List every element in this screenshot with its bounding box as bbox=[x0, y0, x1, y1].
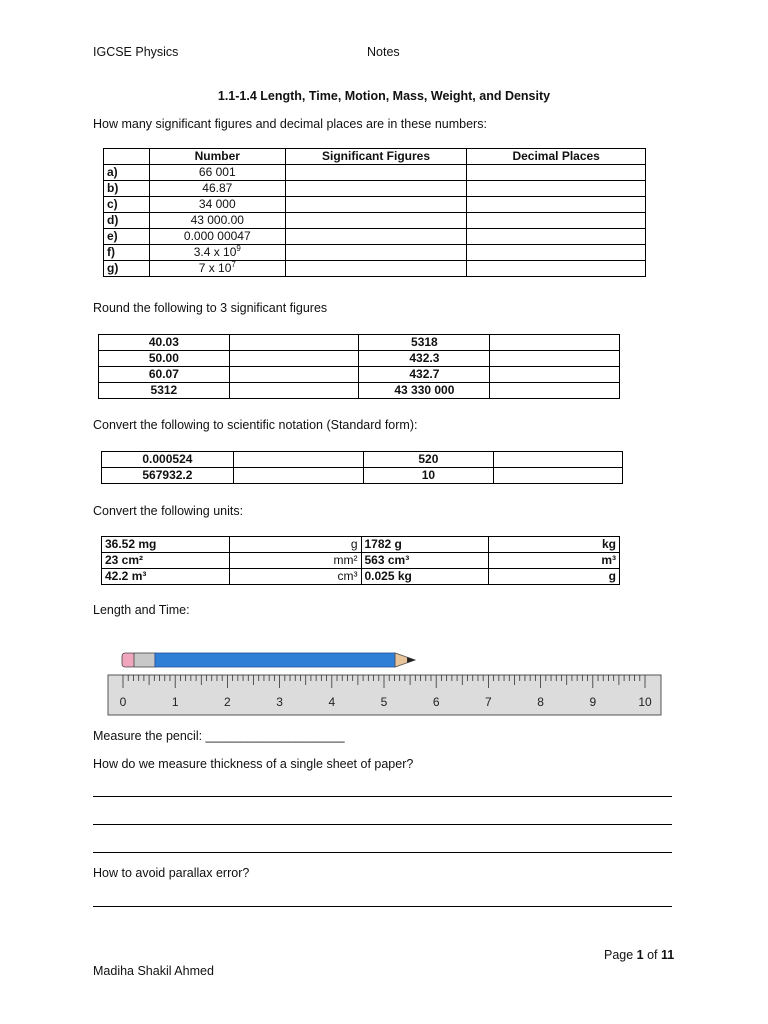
ruler-label: 8 bbox=[537, 695, 544, 709]
units-prompt: Convert the following units: bbox=[93, 504, 244, 518]
sigfig-table bbox=[103, 148, 646, 277]
round-value: 432.3 bbox=[359, 351, 490, 367]
sigfig-row bbox=[104, 197, 646, 213]
round-answer[interactable] bbox=[490, 383, 620, 399]
answer-line-1[interactable] bbox=[93, 796, 672, 797]
ruler-label: 7 bbox=[485, 695, 492, 709]
sigfig-row bbox=[104, 181, 646, 197]
decimal-answer[interactable] bbox=[467, 213, 646, 229]
round-value: 40.03 bbox=[99, 335, 230, 351]
sigfig-answer[interactable] bbox=[285, 181, 467, 197]
sci-answer[interactable] bbox=[233, 452, 363, 468]
round-answer[interactable] bbox=[229, 367, 359, 383]
sigfig-answer[interactable] bbox=[285, 229, 467, 245]
sigfig-row bbox=[104, 213, 646, 229]
units-row bbox=[102, 537, 620, 553]
sigfig-header-blank bbox=[104, 149, 150, 165]
round-prompt: Round the following to 3 significant figures bbox=[93, 301, 328, 315]
units-from: 0.025 kg bbox=[361, 569, 489, 585]
units-from: 1782 g bbox=[361, 537, 489, 553]
sigfig-answer[interactable] bbox=[285, 245, 467, 261]
ruler-label: 3 bbox=[276, 695, 283, 709]
units-target[interactable]: cm³ bbox=[229, 569, 361, 585]
answer-line-3[interactable] bbox=[93, 852, 672, 853]
ruler-label: 2 bbox=[224, 695, 231, 709]
sigfig-label: d) bbox=[104, 213, 150, 229]
sigfig-row bbox=[104, 245, 646, 261]
sci-value: 520 bbox=[363, 452, 494, 468]
round-answer[interactable] bbox=[490, 335, 620, 351]
page-total: 11 bbox=[661, 948, 675, 962]
round-answer[interactable] bbox=[229, 383, 359, 399]
round-answer[interactable] bbox=[490, 367, 620, 383]
decimal-answer[interactable] bbox=[467, 261, 646, 277]
sigfig-number: 43 000.00 bbox=[149, 213, 285, 229]
decimal-answer[interactable] bbox=[467, 229, 646, 245]
sci-value: 10 bbox=[363, 468, 494, 484]
pencil-body bbox=[155, 653, 395, 667]
sigfig-number: 3.4 x $10^9$ bbox=[149, 245, 285, 261]
sci-value: 567932.2 bbox=[102, 468, 234, 484]
sigfig-answer[interactable] bbox=[285, 213, 467, 229]
page-current: 1 bbox=[636, 948, 644, 962]
ruler-label: 6 bbox=[432, 695, 440, 709]
answer-line-4[interactable] bbox=[93, 906, 672, 907]
ruler-label: 4 bbox=[328, 695, 336, 709]
sci-prompt: Convert the following to scientific notation (Standard form): bbox=[93, 418, 418, 432]
pencil-ferrule bbox=[134, 653, 155, 667]
round-table bbox=[98, 334, 620, 399]
sigfig-answer[interactable] bbox=[285, 261, 467, 277]
units-target[interactable]: g bbox=[489, 569, 620, 585]
units-table bbox=[101, 536, 620, 585]
round-answer[interactable] bbox=[229, 335, 359, 351]
header-center: Notes bbox=[367, 45, 400, 59]
page-title: 1.1-1.4 Length, Time, Motion, Mass, Weight, and Density bbox=[217, 89, 551, 103]
round-value: 5318 bbox=[359, 335, 490, 351]
answer-line-2[interactable] bbox=[93, 824, 672, 825]
sci-answer[interactable] bbox=[494, 468, 623, 484]
sigfig-label: c) bbox=[104, 197, 150, 213]
round-value: 432.7 bbox=[359, 367, 490, 383]
round-row bbox=[99, 335, 620, 351]
decimal-answer[interactable] bbox=[467, 165, 646, 181]
ruler-label: 1 bbox=[171, 695, 179, 709]
round-answer[interactable] bbox=[229, 351, 359, 367]
parallax-question: How to avoid parallax error? bbox=[93, 866, 250, 880]
sigfig-prompt: How many significant figures and decimal places are in these numbers: bbox=[93, 117, 487, 131]
round-value: 60.07 bbox=[99, 367, 230, 383]
round-row bbox=[99, 351, 620, 367]
sigfig-label: f) bbox=[104, 245, 150, 261]
round-value: 50.00 bbox=[99, 351, 230, 367]
units-from: 42.2 m³ bbox=[102, 569, 230, 585]
paper-question: How do we measure thickness of a single sheet of paper? bbox=[93, 757, 414, 771]
units-target[interactable]: g bbox=[229, 537, 361, 553]
author: Madiha Shakil Ahmed bbox=[93, 964, 214, 978]
sci-table bbox=[101, 451, 623, 484]
pencil-lead bbox=[407, 657, 415, 663]
sci-row bbox=[102, 468, 623, 484]
sci-value: 0.000524 bbox=[102, 452, 234, 468]
sigfig-number: 66 001 bbox=[149, 165, 285, 181]
decimal-answer[interactable] bbox=[467, 245, 646, 261]
decimal-answer[interactable] bbox=[467, 197, 646, 213]
sigfig-number: 46.87 bbox=[149, 181, 285, 197]
length-heading: Length and Time: bbox=[93, 603, 190, 617]
units-target[interactable]: mm² bbox=[229, 553, 361, 569]
sigfig-row bbox=[104, 165, 646, 181]
units-from: 36.52 mg bbox=[102, 537, 230, 553]
units-target[interactable]: m³ bbox=[489, 553, 620, 569]
sigfig-number: 34 000 bbox=[149, 197, 285, 213]
page-number bbox=[604, 948, 674, 962]
decimal-answer[interactable] bbox=[467, 181, 646, 197]
round-value: 43 330 000 bbox=[359, 383, 490, 399]
sigfig-answer[interactable] bbox=[285, 197, 467, 213]
ruler-label: 10 bbox=[638, 695, 652, 709]
sigfig-number: 0.000 00047 bbox=[149, 229, 285, 245]
units-target[interactable]: kg bbox=[489, 537, 620, 553]
page-prefix: Page bbox=[604, 948, 637, 962]
sigfig-header-number: Number bbox=[149, 149, 285, 165]
units-row bbox=[102, 553, 620, 569]
ruler-label: 9 bbox=[589, 695, 597, 709]
sci-answer[interactable] bbox=[494, 452, 623, 468]
pencil-eraser bbox=[122, 653, 135, 667]
header-left: IGCSE Physics bbox=[93, 45, 179, 59]
sigfig-header-dec: Decimal Places bbox=[467, 149, 646, 165]
round-row bbox=[99, 367, 620, 383]
round-value: 5312 bbox=[99, 383, 230, 399]
sigfig-label: g) bbox=[104, 261, 150, 277]
sigfig-label: e) bbox=[104, 229, 150, 245]
sigfig-row bbox=[104, 229, 646, 245]
measure-pencil-prompt: Measure the pencil: ____________________ bbox=[93, 729, 345, 743]
ruler-figure bbox=[105, 640, 665, 722]
units-from: 23 cm² bbox=[102, 553, 230, 569]
units-row bbox=[102, 569, 620, 585]
units-from: 563 cm³ bbox=[361, 553, 489, 569]
sci-row bbox=[102, 452, 623, 468]
sigfig-answer[interactable] bbox=[285, 165, 467, 181]
pencil-image bbox=[122, 653, 415, 667]
ruler-label: 0 bbox=[119, 695, 127, 709]
round-row bbox=[99, 383, 620, 399]
ruler-label: 5 bbox=[380, 695, 388, 709]
sci-answer[interactable] bbox=[233, 468, 363, 484]
sigfig-row bbox=[104, 261, 646, 277]
page-of: of bbox=[643, 948, 661, 962]
sigfig-header-row bbox=[104, 149, 646, 165]
sigfig-label: b) bbox=[104, 181, 150, 197]
round-answer[interactable] bbox=[490, 351, 620, 367]
sigfig-header-sig: Significant Figures bbox=[285, 149, 467, 165]
sigfig-label: a) bbox=[104, 165, 150, 181]
sigfig-number: 7 x $10^7$ bbox=[149, 261, 285, 277]
